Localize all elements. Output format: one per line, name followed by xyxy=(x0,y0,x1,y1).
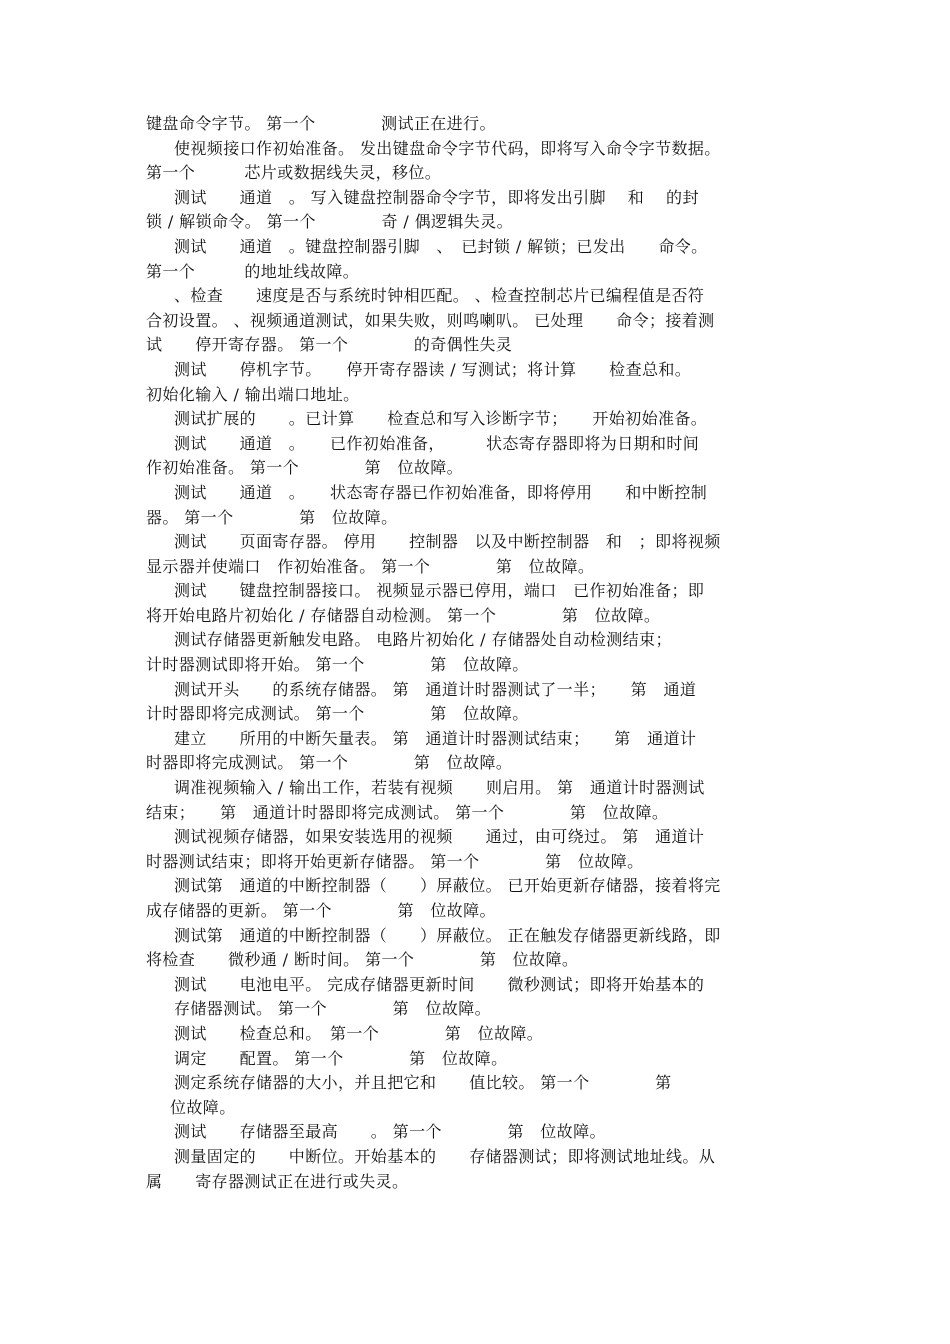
text-line: 调准视频输入 / 输出工作，若装有视频 则启用。 第 通道计时器测试 xyxy=(174,778,705,798)
text-line: 初始化输入 / 输出端口地址。 xyxy=(146,384,360,404)
text-line: 属 寄存器测试正在进行或失灵。 xyxy=(146,1171,409,1191)
text-line: 测定系统存储器的大小，并且把它和 值比较。 第一个 第 xyxy=(174,1073,672,1093)
text-line: 测试第 通道的中断控制器（ ）屏蔽位。 已开始更新存储器，接着将完 xyxy=(174,876,721,896)
text-line: 测试 通道 。 写入键盘控制器命令字节，即将发出引脚 和 的封 xyxy=(174,187,699,207)
text-line: 时器即将完成测试。 第一个 第 位故障。 xyxy=(146,753,513,773)
text-line: 测试视频存储器，如果安装选用的视频 通过，由可绕过。 第 通道计 xyxy=(174,827,705,847)
text-line: 测试存储器更新触发电路。 电路片初始化 / 存储器处自动检测结束； xyxy=(174,630,672,650)
text-line: 建立 所用的中断矢量表。 第 通道计时器测试结束； 第 通道计 xyxy=(174,728,697,748)
text-line: 测试 电池电平。 完成存储器更新时间 微秒测试；即将开始基本的 xyxy=(174,974,705,994)
text-line: 计时器即将完成测试。 第一个 第 位故障。 xyxy=(146,704,529,724)
text-line: 测试 通道 。 状态寄存器已作初始准备，即将停用 和中断控制 xyxy=(174,482,708,502)
text-line: 使视频接口作初始准备。 发出键盘命令字节代码，即将写入命令字节数据。 xyxy=(174,138,721,158)
text-line: 键盘命令字节。 第一个 测试正在进行。 xyxy=(146,114,496,133)
text-line: 测试 检查总和。 第一个 第 位故障。 xyxy=(174,1023,544,1043)
text-line: 将开始电路片初始化 / 存储器自动检测。 第一个 第 位故障。 xyxy=(146,605,661,625)
text-line: 计时器测试即将开始。 第一个 第 位故障。 xyxy=(146,655,529,675)
text-line: 第一个 的地址线故障。 xyxy=(146,261,360,281)
text-line: 测量固定的 中断位。开始基本的 存储器测试；即将测试地址线。从 xyxy=(174,1146,716,1166)
text-line: 测试 通道 。键盘控制器引脚 、 已封锁 / 解锁；已发出 命令。 xyxy=(174,236,708,256)
document-body xyxy=(146,112,810,1194)
text-line: 测试 键盘控制器接口。 视频显示器已停用，端口 已作初始准备；即 xyxy=(174,581,705,601)
text-line: 调定 配置。 第一个 第 位故障。 xyxy=(174,1048,508,1068)
text-line: 将检查 微秒通 / 断时间。 第一个 第 位故障。 xyxy=(146,950,579,970)
text-line: 、检查 速度是否与系统时钟相匹配。 、检查控制芯片已编程值是否符 xyxy=(174,286,705,306)
text-line: 试 停开寄存器。 第一个 的奇偶性失灵 xyxy=(146,335,513,355)
text-line: 测试扩展的 。已计算 检查总和写入诊断字节； 开始初始准备。 xyxy=(174,409,708,429)
text-line: 锁 / 解锁命令。 第一个 奇 / 偶逻辑失灵。 xyxy=(146,212,514,232)
text-line: 合初设置。 、视频通道测试，如果失败，则鸣喇叭。 已处理 命令；接着测 xyxy=(146,310,715,330)
text-line: 结束； 第 通道计时器即将完成测试。 第一个 第 位故障。 xyxy=(146,802,669,822)
text-line: 测试 页面寄存器。 停用 控制器 以及中断控制器 和 ；即将视频 xyxy=(174,532,721,552)
text-line: 测试 停机字节。 停开寄存器读 / 写测试；将计算 检查总和。 xyxy=(174,359,692,379)
text-line: 显示器并使端口 作初始准备。 第一个 第 位故障。 xyxy=(146,556,595,576)
text-line: 第一个 芯片或数据线失灵，移位。 xyxy=(146,163,442,183)
text-line: 位故障。 xyxy=(170,1097,236,1117)
text-line: 测试开头 的系统存储器。 第 通道计时器测试了一半； 第 通道 xyxy=(174,679,697,699)
text-line: 测试 通道 。 已作初始准备， 状态寄存器即将为日期和时间 xyxy=(174,433,700,453)
text-line: 测试第 通道的中断控制器（ ）屏蔽位。 正在触发存储器更新线路，即 xyxy=(174,925,721,945)
text-line: 存储器测试。 第一个 第 位故障。 xyxy=(174,999,492,1019)
text-line: 成存储器的更新。 第一个 第 位故障。 xyxy=(146,901,496,920)
text-line: 时器测试结束；即将开始更新存储器。 第一个 第 位故障。 xyxy=(146,851,644,871)
text-line: 作初始准备。 第一个 第 位故障。 xyxy=(146,458,464,478)
text-line: 器。 第一个 第 位故障。 xyxy=(146,507,398,527)
text-line: 测试 存储器至最高 。 第一个 第 位故障。 xyxy=(174,1122,606,1142)
